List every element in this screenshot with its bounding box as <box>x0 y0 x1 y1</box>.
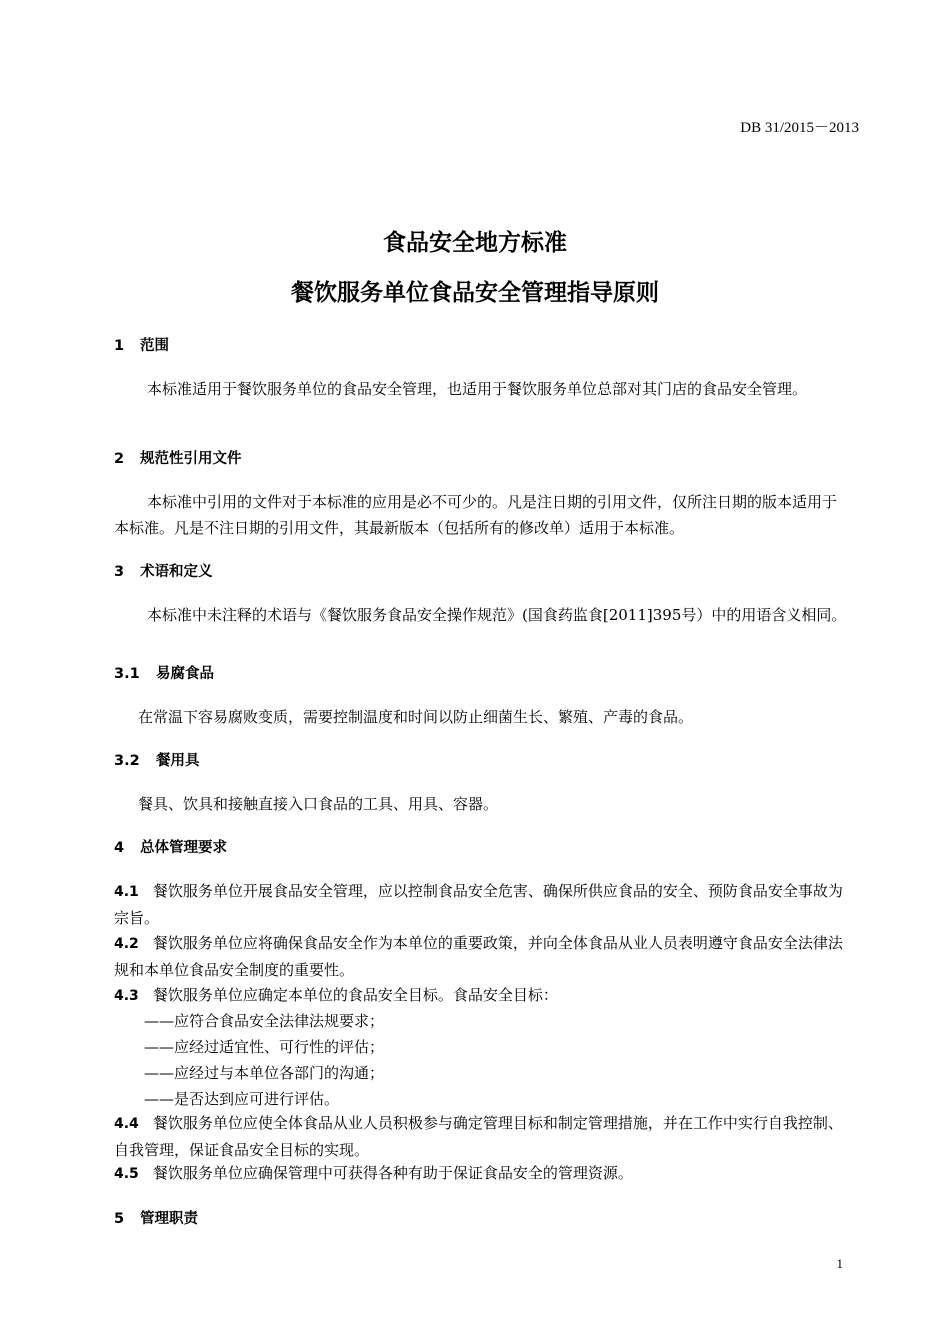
section-1-body: 本标准适用于餐饮服务单位的食品安全管理，也适用于餐饮服务单位总部对其门店的食品安全管理。 <box>147 380 808 398</box>
section-1-heading <box>114 334 169 355</box>
section-3-2-heading <box>114 749 200 770</box>
clause-text: 餐饮服务单位应使全体食品从业人员积极参与确定管理目标和制定管理措施，并在工作中实行自我控制、自我管理，保证食品安全目标的实现。 <box>114 1114 843 1159</box>
section-title: 管理职责 <box>140 1211 198 1227</box>
clause-number: 4.5 <box>114 1166 139 1182</box>
clause-4-4 <box>114 1110 850 1163</box>
document-number: DB 31/2015－2013 <box>740 120 859 136</box>
section-3-body: 本标准中未注释的术语与《餐饮服务食品安全操作规范》(国食药监食[2011]395号）中的用语含义相同。 <box>147 606 847 624</box>
section-title: 易腐食品 <box>156 666 214 682</box>
section-number: 2 <box>114 451 125 467</box>
title-line-2: 餐饮服务单位食品安全管理指导原则 <box>291 280 659 306</box>
section-5-heading <box>114 1207 198 1228</box>
dash-item: ——应符合食品安全法律法规要求； <box>144 1012 385 1030</box>
clause-text: 餐饮服务单位应确定本单位的食品安全目标。食品安全目标： <box>152 986 558 1004</box>
section-number: 1 <box>114 338 125 354</box>
section-3-1-heading <box>114 662 214 683</box>
section-3-2-body: 餐具、饮具和接触直接入口食品的工具、用具、容器。 <box>138 795 499 813</box>
clause-number: 4.2 <box>114 936 139 952</box>
section-number: 3.2 <box>114 753 140 769</box>
section-title: 规范性引用文件 <box>140 451 242 467</box>
section-title: 术语和定义 <box>140 564 213 580</box>
dash-item: ——是否达到应可进行评估。 <box>144 1090 340 1108</box>
clause-4-1 <box>114 878 850 931</box>
section-number: 3 <box>114 564 125 580</box>
page-number: 1 <box>836 1256 843 1271</box>
dash-item: ——应经过与本单位各部门的沟通； <box>144 1064 385 1082</box>
clause-text: 餐饮服务单位应将确保食品安全作为本单位的重要政策，并向全体食品从业人员表明遵守食品安全法律法规和本单位食品安全制度的重要性。 <box>114 934 843 979</box>
section-title: 总体管理要求 <box>140 840 227 856</box>
section-title: 范围 <box>140 338 169 354</box>
section-2-body: 本标准中引用的文件对于本标准的应用是必不可少的。凡是注日期的引用文件，仅所注日期的版本适用于本标准。凡是不注日期的引用文件，其最新版本（包括所有的修改单）适用于本标准。 <box>114 493 838 537</box>
section-4-heading <box>114 836 227 857</box>
section-3-1-body: 在常温下容易腐败变质，需要控制温度和时间以防止细菌生长、繁殖、产毒的食品。 <box>138 708 694 726</box>
section-number: 5 <box>114 1211 125 1227</box>
dash-item: ——应经过适宜性、可行性的评估； <box>144 1038 385 1056</box>
clause-text: 餐饮服务单位应确保管理中可获得各种有助于保证食品安全的管理资源。 <box>152 1164 633 1182</box>
clause-4-5 <box>114 1160 850 1187</box>
clause-4-2 <box>114 930 850 983</box>
clause-number: 4.1 <box>114 884 139 900</box>
clause-number: 4.4 <box>114 1116 139 1132</box>
clause-4-3 <box>114 982 850 1009</box>
section-2-heading <box>114 447 242 468</box>
title-line-1: 食品安全地方标准 <box>383 230 567 256</box>
clause-number: 4.3 <box>114 988 139 1004</box>
section-number: 4 <box>114 840 125 856</box>
section-number: 3.1 <box>114 666 140 682</box>
section-3-heading <box>114 560 213 581</box>
section-title: 餐用具 <box>156 753 200 769</box>
clause-text: 餐饮服务单位开展食品安全管理，应以控制食品安全危害、确保所供应食品的安全、预防食品安全事故为宗旨。 <box>114 882 843 927</box>
